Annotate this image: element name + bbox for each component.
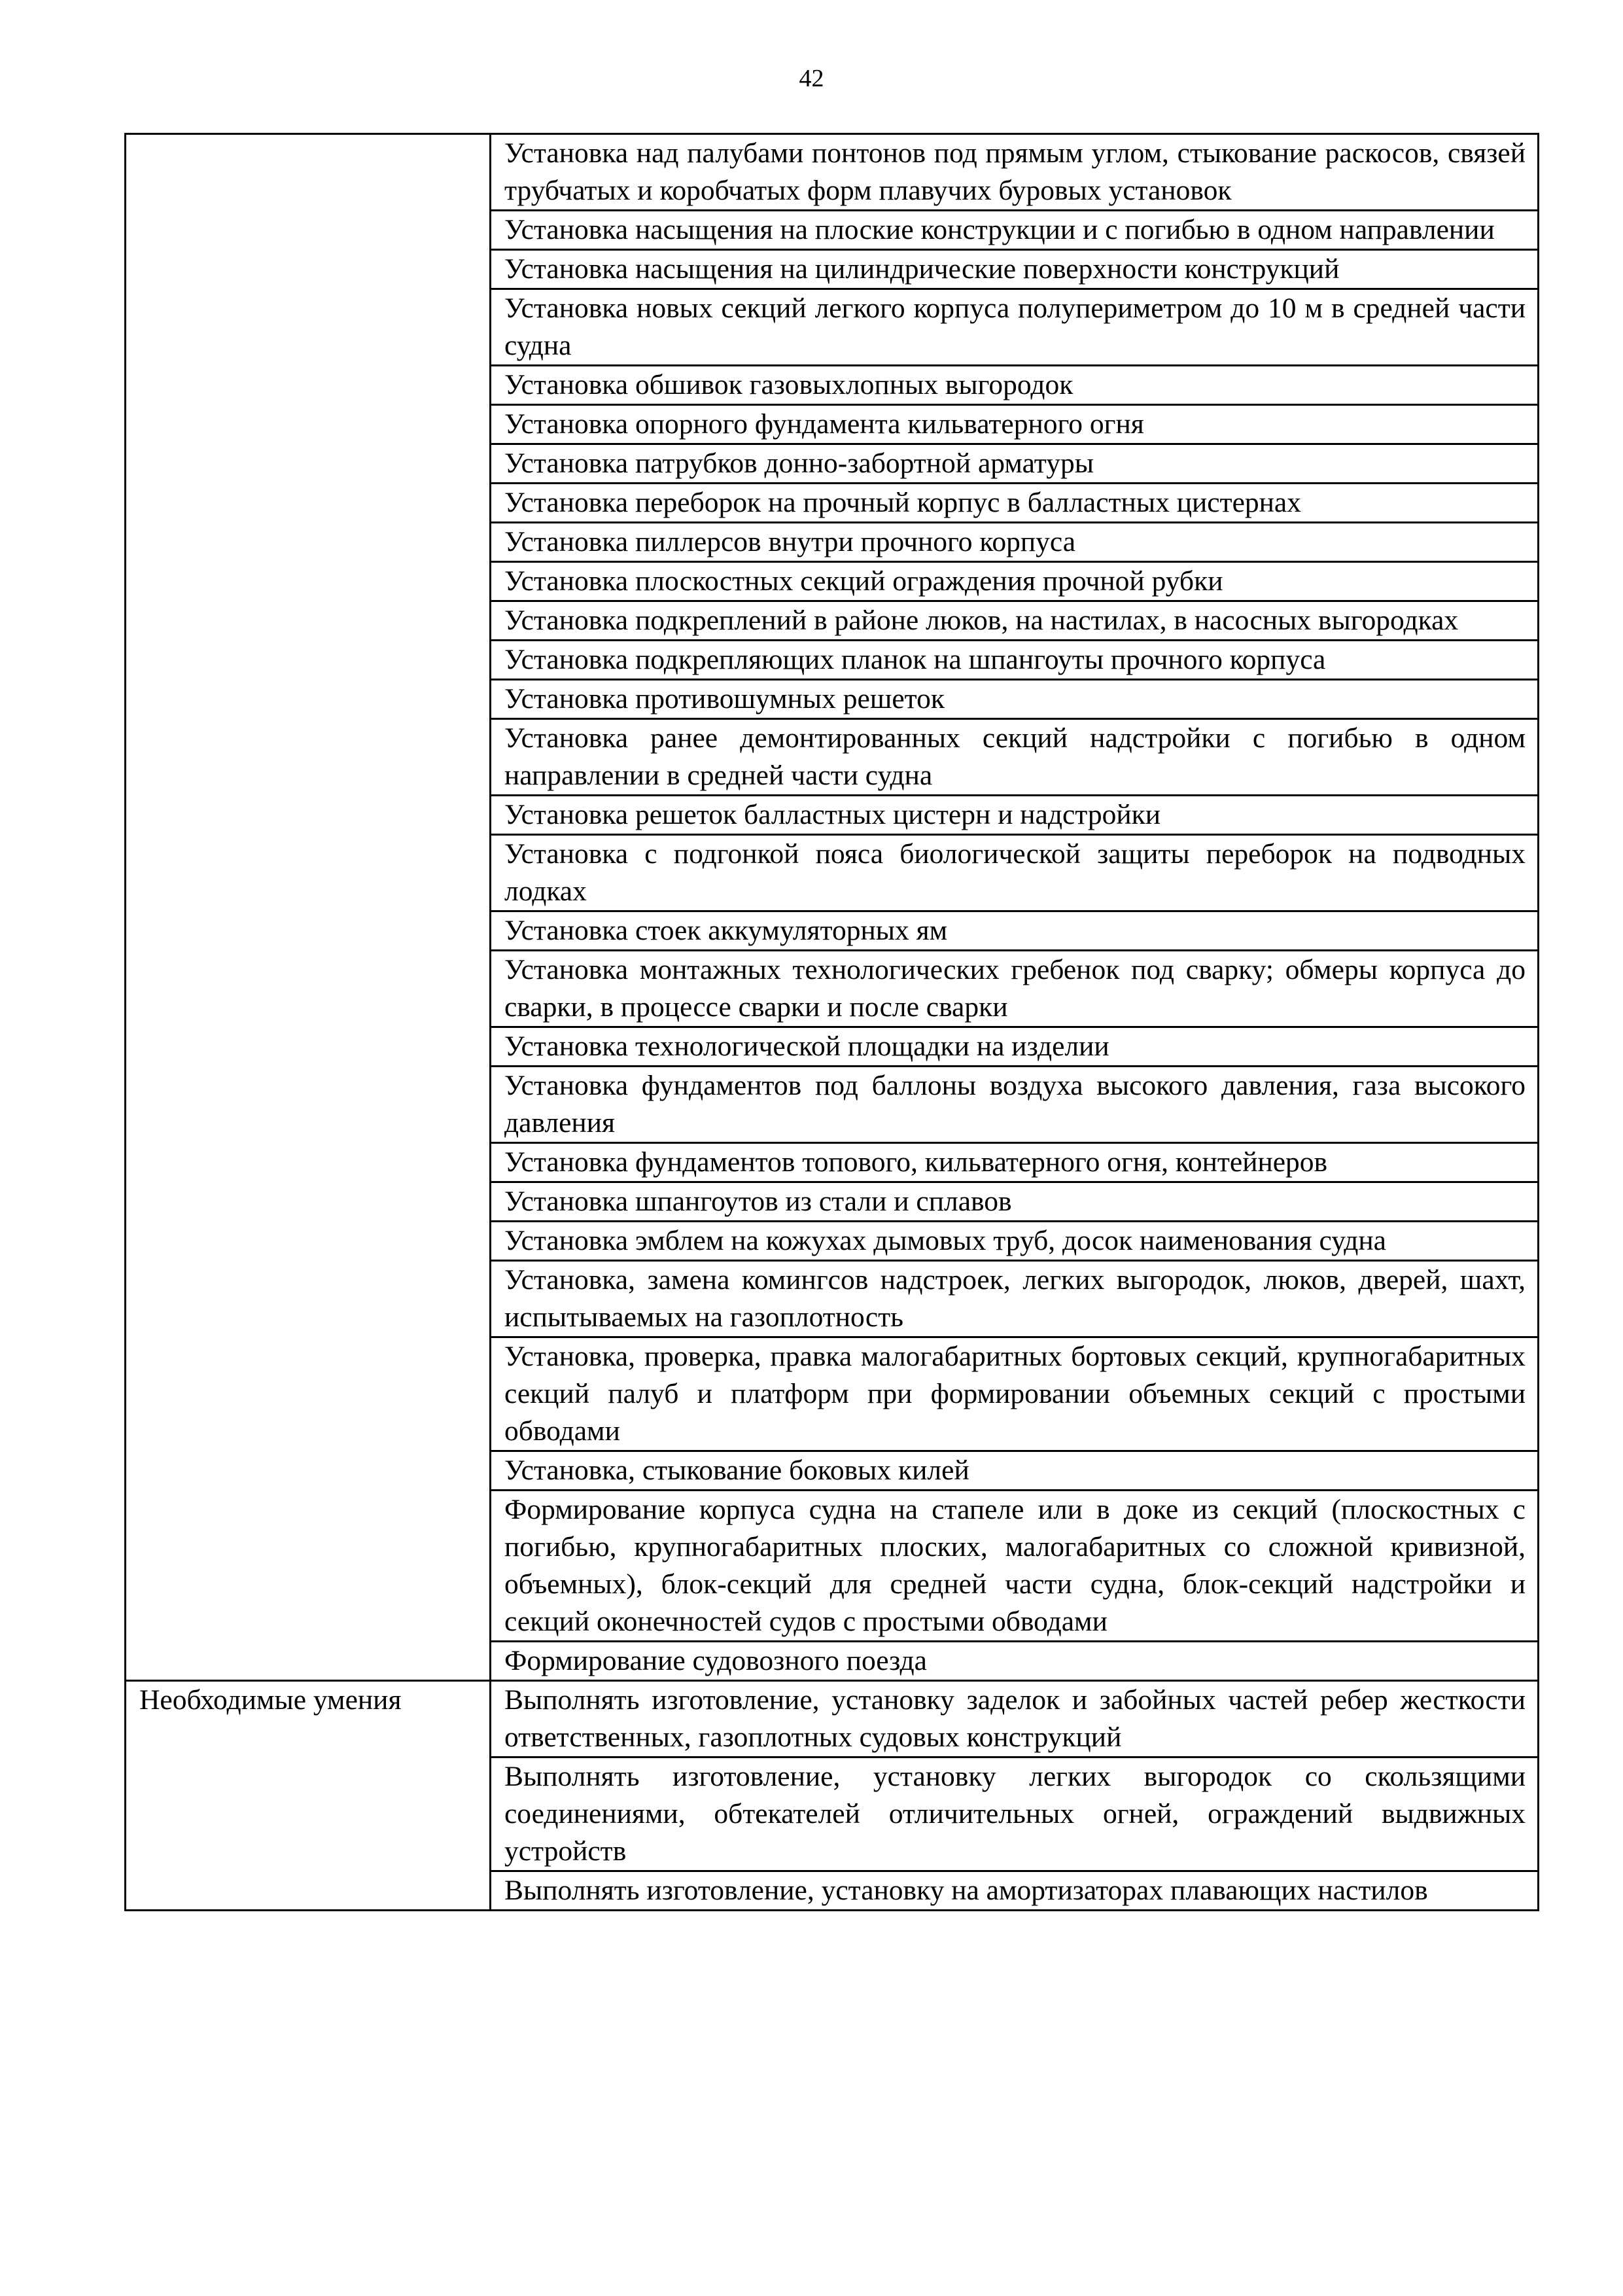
table-cell: Установка опорного фундамента кильватерного огня bbox=[491, 405, 1539, 444]
table-cell: Установка переборок на прочный корпус в балластных цистернах bbox=[491, 484, 1539, 523]
table-cell: Выполнять изготовление, установку заделок и забойных частей ребер жесткости ответственных, газоплотных судовых конструкций bbox=[491, 1681, 1539, 1757]
table-cell: Установка решеток балластных цистерн и надстройки bbox=[491, 796, 1539, 835]
table-cell: Установка фундаментов топового, кильватерного огня, контейнеров bbox=[491, 1143, 1539, 1182]
table-cell: Установка монтажных технологических гребенок под сварку; обмеры корпуса до сварки, в процессе сварки и после сварки bbox=[491, 951, 1539, 1027]
table-cell: Формирование корпуса судна на стапеле или в доке из секций (плоскостных с погибью, крупногабаритных плоских, малогабаритных со сложной кривизной, объемных), блок-секций для средней части судна, блок-секций надстройки и секций оконечностей судов с простыми обводами bbox=[491, 1491, 1539, 1642]
table-cell: Установка подкреплений в районе люков, на настилах, в насосных выгородках bbox=[491, 601, 1539, 641]
continuation-label-cell bbox=[126, 134, 491, 1681]
table-cell: Установка шпангоутов из стали и сплавов bbox=[491, 1182, 1539, 1222]
skills-label: Необходимые умения bbox=[126, 1681, 491, 1911]
table-cell: Установка пиллерсов внутри прочного корпуса bbox=[491, 523, 1539, 562]
table-cell: Установка стоек аккумуляторных ям bbox=[491, 911, 1539, 951]
table-cell: Установка, проверка, правка малогабаритных бортовых секций, крупногабаритных секций палуб и платформ при формировании объемных секций с простыми обводами bbox=[491, 1337, 1539, 1451]
table-cell: Установка насыщения на плоские конструкции и с погибью в одном направлении bbox=[491, 211, 1539, 250]
table-cell: Установка эмблем на кожухах дымовых труб, досок наименования судна bbox=[491, 1222, 1539, 1261]
table-row bbox=[126, 134, 1539, 211]
table-cell: Установка патрубков донно-забортной арматуры bbox=[491, 444, 1539, 484]
requirements-table bbox=[124, 133, 1539, 1911]
table-cell: Выполнять изготовление, установку на амортизаторах плавающих настилов bbox=[491, 1871, 1539, 1911]
table-cell: Выполнять изготовление, установку легких выгородок со скользящими соединениями, обтекателей отличительных огней, ограждений выдвижных устройств bbox=[491, 1757, 1539, 1871]
table-cell: Установка над палубами понтонов под прямым углом, стыкование раскосов, связей трубчатых и коробчатых форм плавучих буровых установок bbox=[491, 134, 1539, 211]
table-cell: Установка новых секций легкого корпуса полупериметром до 10 м в средней части судна bbox=[491, 289, 1539, 366]
table-cell: Установка насыщения на цилиндрические поверхности конструкций bbox=[491, 250, 1539, 289]
table-cell: Установка плоскостных секций ограждения прочной рубки bbox=[491, 562, 1539, 601]
table-cell: Установка, замена комингсов надстроек, легких выгородок, люков, дверей, шахт, испытываемых на газоплотность bbox=[491, 1261, 1539, 1337]
table-cell: Установка подкрепляющих планок на шпангоуты прочного корпуса bbox=[491, 641, 1539, 680]
table-cell: Установка противошумных решеток bbox=[491, 680, 1539, 719]
table-row bbox=[126, 1681, 1539, 1757]
table-cell: Формирование судовозного поезда bbox=[491, 1642, 1539, 1681]
page-number: 42 bbox=[799, 65, 824, 92]
table-cell: Установка ранее демонтированных секций надстройки с погибью в одном направлении в средней части судна bbox=[491, 719, 1539, 796]
table-cell: Установка с подгонкой пояса биологической защиты переборок на подводных лодках bbox=[491, 835, 1539, 911]
table-cell: Установка обшивок газовыхлопных выгородок bbox=[491, 366, 1539, 405]
table-cell: Установка технологической площадки на изделии bbox=[491, 1027, 1539, 1067]
table-cell: Установка, стыкование боковых килей bbox=[491, 1451, 1539, 1491]
table-cell: Установка фундаментов под баллоны воздуха высокого давления, газа высокого давления bbox=[491, 1067, 1539, 1143]
